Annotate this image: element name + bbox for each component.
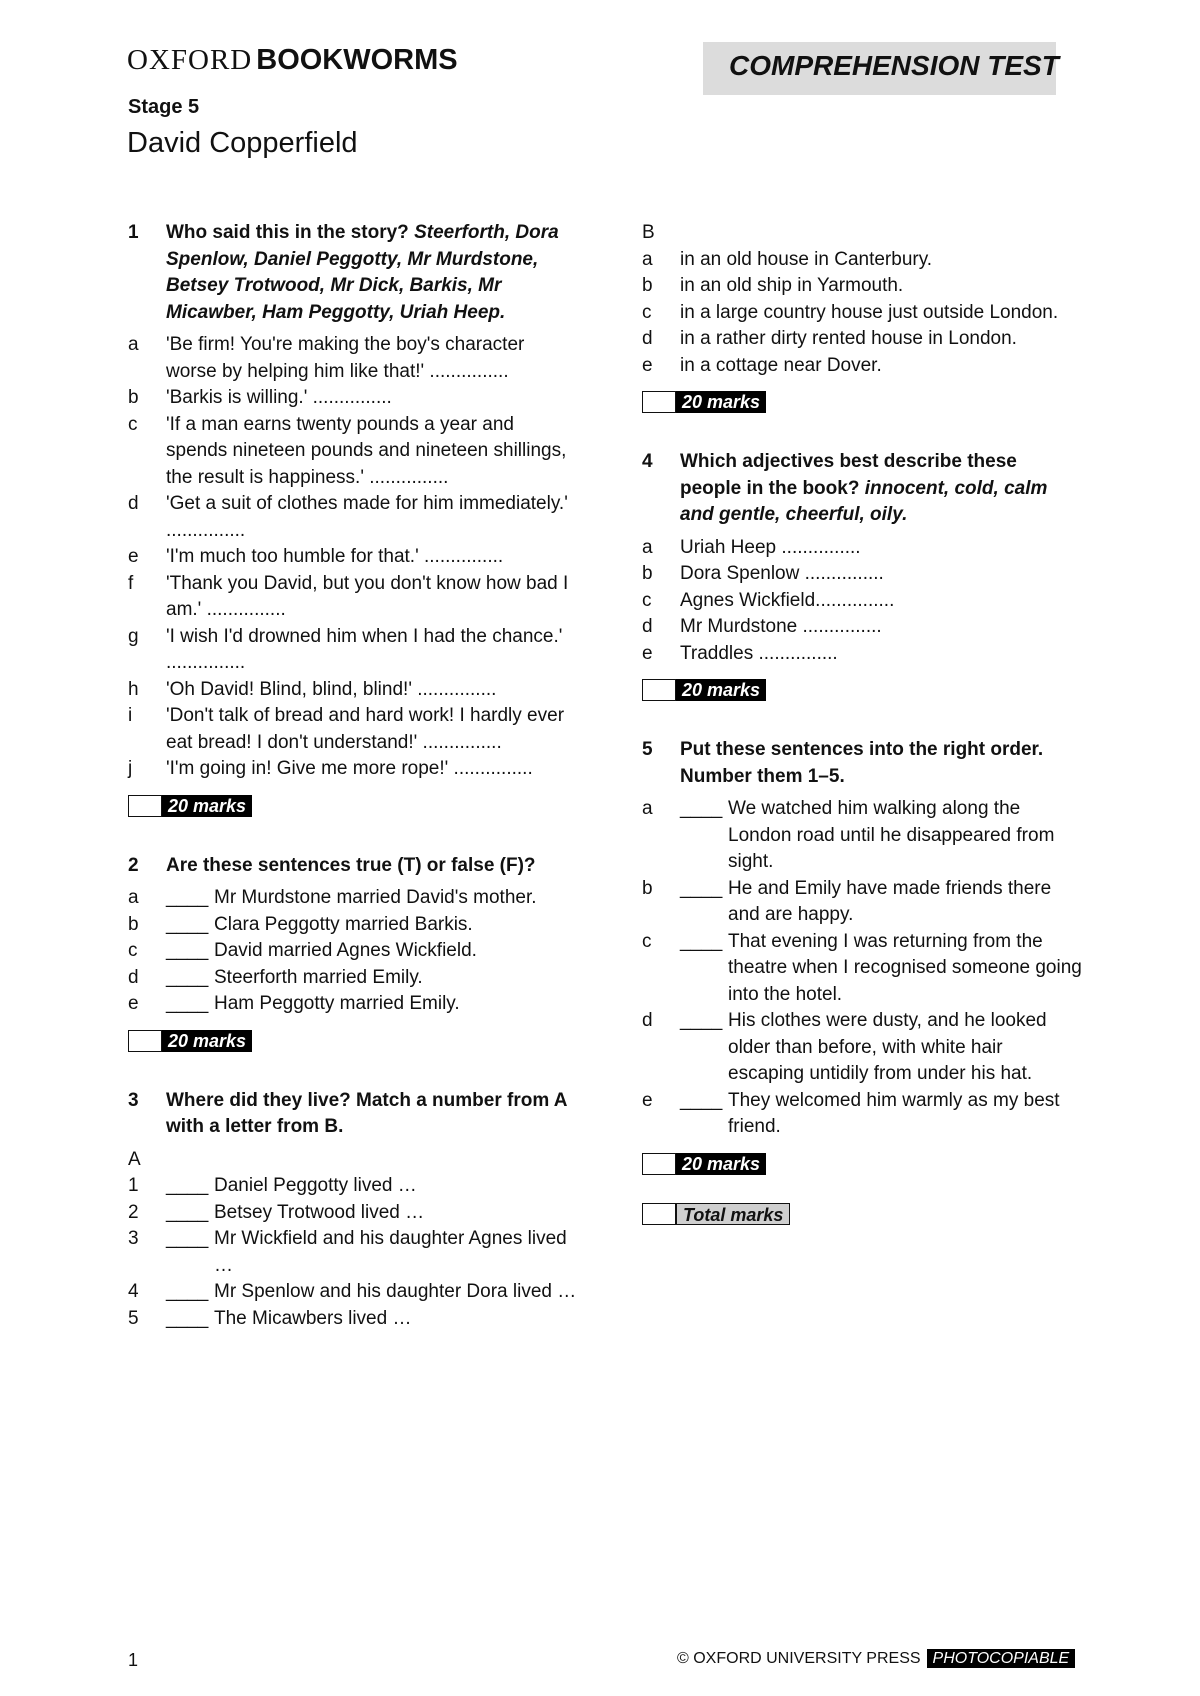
item-text: Betsey Trotwood lived … [214,1201,425,1223]
list-item [642,614,1082,641]
copyright-text: © OXFORD UNIVERSITY PRESS [677,1650,921,1667]
question-number: 4 [642,451,653,472]
list-item [128,332,578,385]
item-text: 'Be firm! You're making the boy's character worse by helping him like that!' ............... [166,334,525,382]
question-prompt: Put these sentences into the right order. Number them 1–5. [680,739,1044,787]
item-label: a [642,248,653,270]
item-label: c [128,413,138,435]
list-item [128,1306,578,1333]
test-label-box [703,42,1059,95]
question-2 [128,853,578,1054]
marks-label: 20 marks [676,1153,766,1175]
list-item [128,1173,578,1200]
list-item [642,1008,1082,1088]
list-item [128,491,578,544]
question-number: 5 [642,739,653,760]
list-item [128,624,578,677]
item-text: Mr Spenlow and his daughter Dora lived … [214,1281,577,1302]
answer-blank[interactable] [680,1088,728,1141]
item-text: 'I wish I'd drowned him when I had the chance.' ............... [166,625,563,673]
item-text: Uriah Heep ............... [680,536,861,558]
question-4 [642,449,1082,703]
item-label: e [128,546,139,567]
item-label: e [642,354,653,376]
item-label: d [642,616,653,637]
item-text: Daniel Peggotty lived … [214,1175,417,1196]
item-text: 'Oh David! Blind, blind, blind!' ............... [166,678,497,700]
question-prompt: Who said this in the story? [166,222,409,243]
marks-label: 20 marks [676,391,766,413]
list-item [128,1226,578,1279]
answer-blank[interactable] [680,796,728,876]
column-a-label: A [128,1148,141,1170]
item-label: 5 [128,1307,139,1329]
left-column [128,220,578,1332]
list-item [642,561,1082,588]
item-text: in an old ship in Yarmouth. [680,275,904,296]
answer-blank[interactable] [166,912,214,939]
item-label: d [642,1010,653,1031]
question-4-heading [642,449,1082,529]
stage-label: Stage 5 [128,96,200,118]
item-text: 'Don't talk of bread and hard work! I hardly ever eat bread! I don't understand!' ............... [166,705,565,753]
question-number: 1 [128,222,139,243]
item-label: d [128,493,139,514]
item-label: a [128,887,139,908]
marks-box [128,1030,578,1054]
marks-entry-box[interactable] [128,1030,162,1052]
total-marks-label: Total marks [676,1203,790,1225]
photocopiable-badge: PHOTOCOPIABLE [927,1649,1076,1668]
list-item [128,938,578,965]
item-label: c [642,301,652,323]
item-text: Traddles ............... [680,642,838,664]
q1-items [128,332,578,783]
item-text: Agnes Wickfield............... [680,589,895,611]
item-label: g [128,625,139,647]
footer-copyright [677,1650,1075,1668]
marks-box [642,1153,1082,1177]
list-item [128,544,578,571]
item-text: 'Thank you David, but you don't know how bad I am.' ............... [166,572,569,620]
list-item [128,885,578,912]
item-label: b [642,275,653,296]
marks-entry-box[interactable] [128,795,162,817]
question-3-heading [128,1088,578,1141]
item-text: in a large country house just outside London. [680,301,1059,323]
list-item [642,796,1082,876]
item-label: b [642,877,653,899]
item-text: 'Barkis is willing.' ............... [166,387,392,408]
item-label: 1 [128,1175,139,1196]
question-prompt: Which adjectives best describe these people in the book? [680,451,1017,499]
item-text: They welcomed him warmly as my best friend. [728,1089,1060,1137]
answer-blank[interactable] [166,1226,214,1279]
list-item [642,326,1082,353]
question-number: 2 [128,854,139,876]
item-label: f [128,572,134,594]
list-item [128,1200,578,1227]
item-text: 'I'm going in! Give me more rope!' ............... [166,758,533,779]
list-item [128,1279,578,1306]
item-label: j [128,758,133,779]
book-title: David Copperfield [127,127,358,159]
list-item [128,677,578,704]
total-marks-entry-box[interactable] [642,1203,676,1225]
item-text: Mr Murdstone ............... [680,616,882,637]
item-label: b [128,387,139,408]
item-text: in a rather dirty rented house in London. [680,328,1017,349]
marks-box [642,391,1082,415]
item-label: d [642,328,653,349]
item-label: h [128,678,139,700]
item-text: Ham Peggotty married Emily. [214,993,460,1014]
question-3-column-b [642,220,1082,415]
question-5 [642,737,1082,1227]
answer-blank[interactable] [166,965,214,992]
list-item [642,641,1082,668]
question-prompt: Where did they live? Match a number from A with a letter from B. [166,1089,567,1137]
question-1 [128,220,578,819]
item-text: The Micawbers lived … [214,1307,412,1329]
item-text: Mr Murdstone married David's mother. [214,887,537,908]
item-label: c [642,930,652,952]
answer-blank[interactable] [166,885,214,912]
item-text: His clothes were dusty, and he looked older than before, with white hair escaping untidily from under his hat. [728,1010,1047,1084]
q4-items [642,535,1082,668]
answer-blank[interactable] [166,1173,214,1200]
item-label: a [642,798,653,819]
marks-entry-box[interactable] [642,391,676,413]
list-item [642,273,1082,300]
question-2-heading [128,853,578,880]
list-item [128,571,578,624]
page-number: 1 [128,1650,139,1670]
item-label: b [128,913,139,935]
item-text: Dora Spenlow ............... [680,563,884,584]
test-label: COMPREHENSION TEST [729,50,1059,81]
list-item [642,929,1082,1009]
item-label: a [642,536,653,558]
list-item [642,1088,1082,1141]
item-text: David married Agnes Wickfield. [214,940,477,961]
q3-col-b-items [642,247,1082,380]
item-label: c [128,940,138,961]
item-text: 'Get a suit of clothes made for him immediately.' ............... [166,493,568,541]
answer-blank[interactable] [680,876,728,929]
item-label: e [128,993,139,1014]
item-label: i [128,705,133,726]
marks-box [128,795,578,819]
brand-bookworms: BOOKWORMS [256,44,458,76]
q5-items [642,796,1082,1141]
question-5-heading [642,737,1082,790]
item-label: 2 [128,1201,139,1223]
brand-oxford: OXFORD [127,44,253,76]
answer-blank[interactable] [166,1279,214,1306]
item-label: a [128,334,139,355]
brand-logo [127,44,458,77]
item-text: in a cottage near Dover. [680,354,882,376]
question-choices: Steerforth, Dora Spenlow, Daniel Peggotty, Mr Murdstone, Betsey Trotwood, Mr Dick, Barkis, Mr Micawber, Ham Peggotty, Uriah Heep. [166,222,559,323]
question-3 [128,1088,578,1333]
marks-entry-box[interactable] [642,679,676,701]
list-item [642,300,1082,327]
list-item [642,247,1082,274]
right-column [642,220,1082,1227]
item-text: 'If a man earns twenty pounds a year and spends nineteen pounds and nineteen shillings, the result is happiness.' ............... [166,413,567,488]
item-label: e [642,642,653,664]
item-text: 'I'm much too humble for that.' ............... [166,546,504,567]
marks-entry-box[interactable] [642,1153,676,1175]
answer-blank[interactable] [166,1306,214,1333]
answer-blank[interactable] [680,1008,728,1088]
item-label: e [642,1089,653,1111]
total-marks-box [642,1203,1082,1227]
list-item [128,965,578,992]
question-choices: innocent, cold, calm and gentle, cheerful, oily. [680,477,1048,525]
list-item [128,756,578,783]
answer-blank[interactable] [166,1200,214,1227]
list-item [642,876,1082,929]
question-number: 3 [128,1089,139,1111]
item-text: He and Emily have made friends there and are happy. [728,877,1052,925]
question-1-heading [128,220,578,326]
item-label: c [642,589,652,611]
answer-blank[interactable] [680,929,728,1009]
list-item [128,703,578,756]
marks-label: 20 marks [162,1030,252,1052]
marks-label: 20 marks [676,679,766,701]
item-text: We watched him walking along the London road until he disappeared from sight. [728,798,1055,872]
column-b-label: B [642,222,655,243]
list-item [642,535,1082,562]
item-label: 4 [128,1281,139,1302]
q2-items [128,885,578,1018]
item-text: Mr Wickfield and his daughter Agnes lived … [214,1228,567,1276]
item-text: Clara Peggotty married Barkis. [214,913,473,935]
marks-box [642,679,1082,703]
item-text: That evening I was returning from the theatre when I recognised someone going into the hotel. [728,930,1082,1005]
answer-blank[interactable] [166,991,214,1018]
item-text: Steerforth married Emily. [214,966,423,988]
list-item [642,353,1082,380]
q3-col-a-items [128,1173,578,1332]
item-label: 3 [128,1228,139,1249]
list-item [642,588,1082,615]
list-item [128,991,578,1018]
item-label: d [128,966,139,988]
marks-label: 20 marks [162,795,252,817]
question-prompt: Are these sentences true (T) or false (F)? [166,854,536,876]
item-text: in an old house in Canterbury. [680,248,933,270]
answer-blank[interactable] [166,938,214,965]
list-item [128,912,578,939]
item-label: b [642,563,653,584]
list-item [128,385,578,412]
list-item [128,412,578,492]
